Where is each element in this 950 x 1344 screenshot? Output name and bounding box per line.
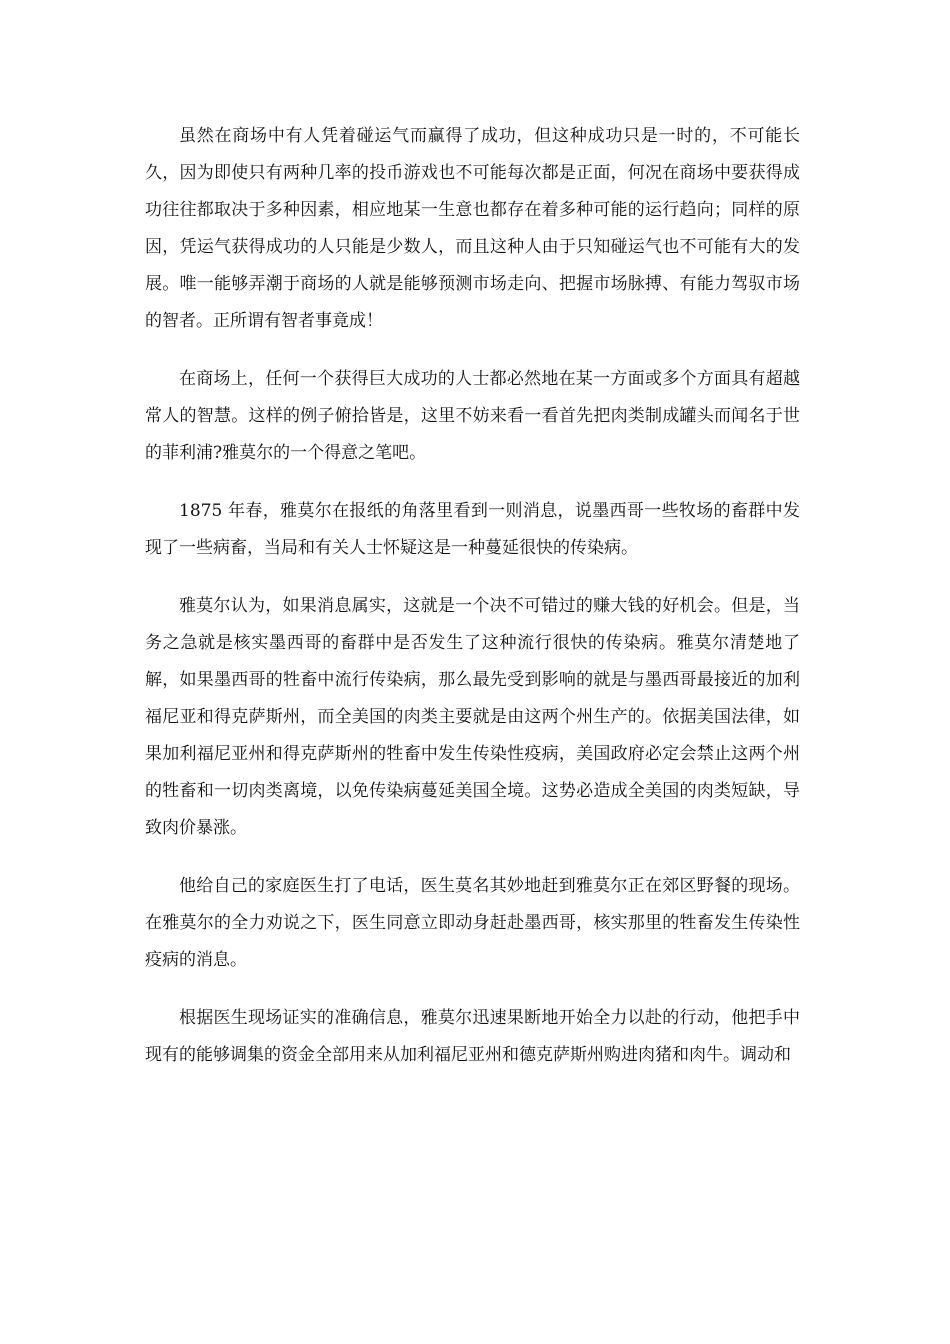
paragraph-4: 雅莫尔认为，如果消息属实，这就是一个决不可错过的赚大钱的好机会。但是，当务之急就是核实墨西哥的畜群中是否发生了这种流行很快的传染病。雅莫尔清楚地了解，如果墨西哥的牲畜中流行传染病，那么最先受到影响的就是与墨西哥最接近的加利福尼亚和得克萨斯州，而全美国的肉类主要就是由这两个州生产的。依据美国法律，如果加利福尼亚州和得克萨斯州的牲畜中发生传染性疫病，美国政府必定会禁止这两个州的牲畜和一切肉类离境，以免传染病蔓延美国全境。这势必造成全美国的肉类短缺，导致肉价暴涨。 xyxy=(145,596,800,838)
paragraph-2: 在商场上，任何一个获得巨大成功的人士都必然地在某一方面或多个方面具有超越常人的智慧。这样的例子俯拾皆是，这里不妨来看一看首先把肉类制成罐头而闻名于世的菲利浦?雅莫尔的一个得意之笔吧。 xyxy=(145,369,800,463)
document-body xyxy=(145,118,800,1095)
paragraph-6: 根据医生现场证实的准确信息，雅莫尔迅速果断地开始全力以赴的行动，他把手中现有的能够调集的资金全部用来从加利福尼亚州和德克萨斯州购进肉猪和肉牛。调动和 xyxy=(145,1008,800,1065)
paragraph-5: 他给自己的家庭医生打了电话，医生莫名其妙地赶到雅莫尔正在郊区野餐的现场。在雅莫尔的全力劝说之下，医生同意立即动身赶赴墨西哥，核实那里的牲畜发生传染性疫病的消息。 xyxy=(145,876,800,970)
paragraph-1: 虽然在商场中有人凭着碰运气而赢得了成功，但这种成功只是一时的，不可能长久，因为即使只有两种几率的投币游戏也不可能每次都是正面，何况在商场中要获得成功往往都取决于多种因素，相应地某一生意也都存在着多种可能的运行趋向；同样的原因，凭运气获得成功的人只能是少数人，而且这种人由于只知碰运气也不可能有大的发展。唯一能够弄潮于商场的人就是能够预测市场走向、把握市场脉搏、有能力驾驭市场的智者。正所谓有智者事竟成！ xyxy=(145,126,800,331)
paragraph-3: 1875 年春，雅莫尔在报纸的角落里看到一则消息，说墨西哥一些牧场的畜群中发现了一些病畜，当局和有关人士怀疑这是一种蔓延很快的传染病。 xyxy=(145,501,800,558)
